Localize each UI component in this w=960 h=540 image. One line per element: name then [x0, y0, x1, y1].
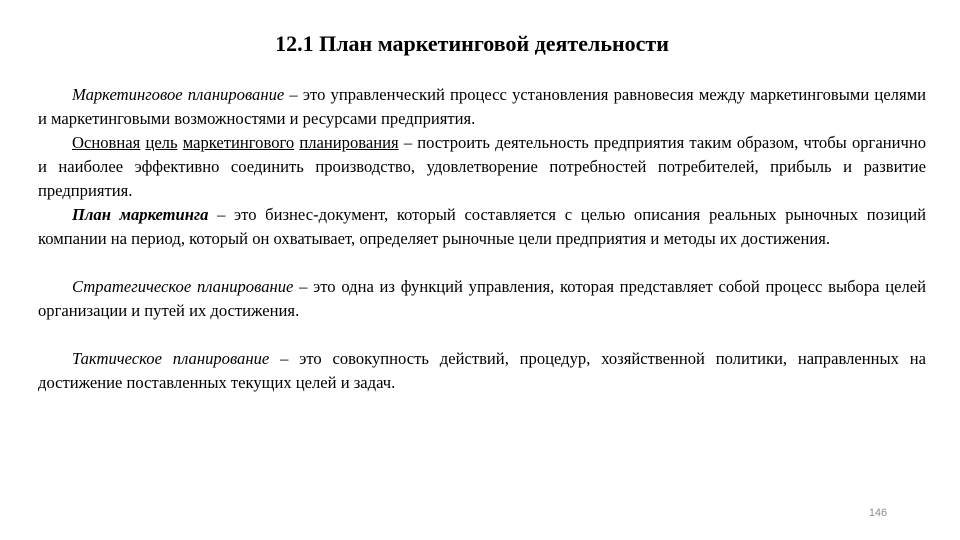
paragraph-marketing-planning [38, 83, 926, 131]
definition-tactical-planning: – это совокупность действий, процедур, хозяйственной политики, направленных на достижение поставленных текущих целей и задач. [38, 349, 926, 392]
underlined-word-planning: планирования [299, 133, 399, 152]
term-strategic-planning: Стратегическое планирование [72, 277, 294, 296]
term-tactical-planning: Тактическое планирование [72, 349, 270, 368]
definition-main-goal: – построить деятельность предприятия таким образом, чтобы органично и наиболее эффективно соединить производство, удовлетворение потребностей потребителей, прибыль и развитие предприятия. [38, 133, 927, 200]
term-marketing-planning: Маркетинговое планирование [72, 85, 285, 104]
paragraph-marketing-plan [38, 203, 926, 251]
term-marketing-plan: План маркетинга [72, 205, 209, 224]
paragraph-strategic-planning [38, 275, 926, 323]
definition-marketing-planning: – это управленческий процесс установления равновесия между маркетинговыми целями и маркетинговыми возможностями и ресурсами предприятия. [38, 85, 926, 128]
paragraph-tactical-planning [38, 347, 926, 395]
underlined-word-main: Основная [72, 133, 141, 152]
underlined-word-marketing: маркетингового [182, 133, 295, 152]
paragraph-main-goal [38, 131, 926, 203]
page-number: 146 [868, 507, 888, 519]
definition-strategic-planning: – это одна из функций управления, которая представляет собой процесс выбора целей организации и путей их достижения. [38, 277, 926, 320]
slide-body [38, 83, 926, 395]
underlined-word-goal: цель [145, 133, 178, 152]
definition-marketing-plan: – это бизнес-документ, который составляется с целью описания реальных рыночных позиций компании на период, который он охватывает, определяет рыночные цели предприятия и методы их достижения. [38, 205, 926, 248]
slide-title: 12.1 План маркетинговой деятельности [275, 31, 669, 56]
